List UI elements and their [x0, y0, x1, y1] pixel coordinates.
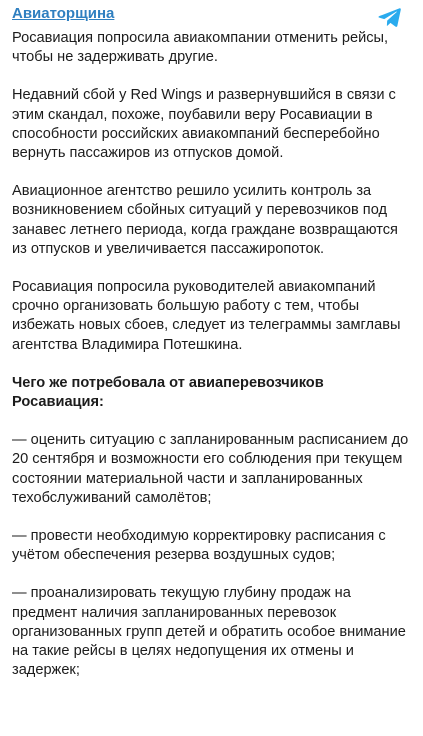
- telegram-icon[interactable]: [377, 4, 403, 30]
- post-paragraph: Недавний сбой у Red Wings и развернувшийся в связи с этим скандал, похоже, поубавили веру Росавиации в способности российских авиакомпаний бесперебойно вернуть пассажиров из отпусков домой.: [12, 87, 396, 162]
- post-paragraph-lead: Росавиация попросила авиакомпании отменить рейсы, чтобы не задерживать другие.: [12, 30, 389, 66]
- post-list-item: — оценить ситуацию с запланированным расписанием до 20 сентября и возможности его соблюдения при текущем состоянии материальной части и запланированных техобслуживаний самолётов;: [12, 432, 409, 506]
- post-list-item: — провести необходимую корректировку расписания с учётом обеспечения резерва воздушных судов;: [12, 528, 386, 564]
- channel-name-link[interactable]: Авиаторщина: [12, 5, 115, 22]
- post-paragraph: Росавиация попросила руководителей авиакомпаний срочно организовать большую работу с тем, чтобы избежать новых сбоев, следует из телеграммы замглавы агентства Владимира Потешкина.: [12, 279, 401, 353]
- post-header: [12, 4, 411, 28]
- post-text: [12, 29, 411, 680]
- post-paragraph: Авиационное агентство решило усилить контроль за возникновением сбойных ситуаций у перевозчиков под занавес летнего периода, когда граждане возвращаются из отпусков и увеличивается пассажиропоток.: [12, 183, 398, 257]
- post-subheading: Чего же потребовала от авиаперевозчиков Росавиация:: [12, 374, 324, 411]
- post-list-item: — проанализировать текущую глубину продаж на предмент наличия запланированных перевозок организованных групп детей и обратить особое внимание на такие рейсы в целях недопущения их отмены и задержек;: [12, 585, 406, 679]
